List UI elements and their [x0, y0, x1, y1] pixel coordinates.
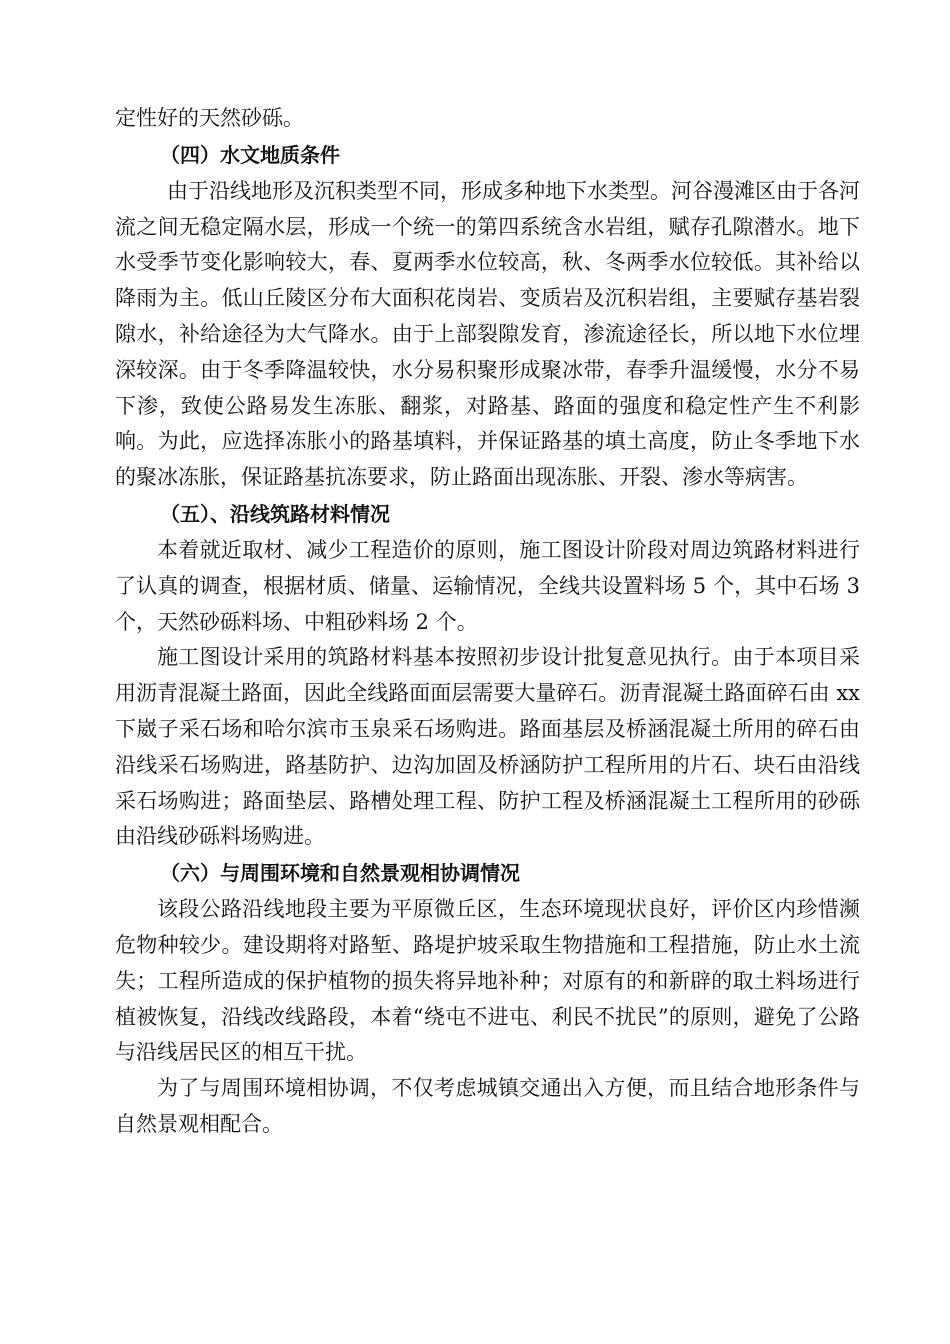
section-heading-5: （五）、沿线筑路材料情况 — [160, 501, 390, 526]
section-heading-6: （六）与周围环境和自然景观相协调情况 — [160, 861, 520, 886]
paragraph-hydrogeology: 由于沿线地形及沉积类型不同，形成多种地下水类型。河谷漫滩区由于各河流之间无稳定隔水层，形成一个统一的第四系统含水岩组，赋存孔隙潜水。地下水受季节变化影响较大，春、夏两季水位较高，秋、冬两季水位较低。其补给以降雨为主。低山丘陵区分布大面积花岗岩、变质岩及沉积岩组，主要赋存基岩裂隙水，补给途径为大气降水。由于上部裂隙发育，渗流途径长，所以地下水位埋深较深。由于冬季降温较快，水分易积聚形成聚冰带，春季升温缓慢，水分不易下渗，致使公路易发生冻胀、翻浆，对路基、路面的强度和稳定性产生不利影响。为此，应选择冻胀小的路基填料，并保证路基的填土高度，防止冬季地下水的聚冰冻胀，保证路基抗冻要求，防止路面出现冻胀、开裂、渗水等病害。 — [115, 178, 860, 490]
document-body — [115, 101, 860, 1143]
paragraph-materials-sourcing: 施工图设计采用的筑路材料基本按照初步设计批复意见执行。由于本项目采用沥青混凝土路面，因此全线路面面层需要大量碎石。沥青混凝土路面碎石由 xx 下崴子采石场和哈尔滨市玉泉采石场购进。路面基层及桥涵混凝土所用的碎石由沿线采石场购进，路基防护、边沟加固及桥涵防护工程所用的片石、块石由沿线采石场购进；路面垫层、路槽处理工程、防护工程及桥涵混凝土工程所用的砂砾由沿线砂砾料场购进。 — [115, 645, 860, 849]
paragraph-environment: 该段公路沿线地段主要为平原微丘区，生态环境现状良好，评价区内珍惜濒危物种较少。建设期将对路堑、路堤护坡采取生物措施和工程措施，防止水土流失；工程所造成的保护植物的损失将异地补种；对原有的和新辟的取土料场进行植被恢复，沿线改线路段，本着“绕屯不进屯、利民不扰民”的原则，避免了公路与沿线居民区的相互干扰。 — [115, 897, 860, 1065]
section-heading-4: （四）水文地质条件 — [160, 142, 340, 167]
paragraph-materials-survey: 本着就近取材、减少工程造价的原则，施工图设计阶段对周边筑路材料进行了认真的调查，根据材质、储量、运输情况，全线共设置料场 5 个，其中石场 3 个，天然砂砾料场、中粗砂料场 2 个。 — [115, 537, 860, 634]
paragraph-landscape: 为了与周围环境相协调，不仅考虑城镇交通出入方便，而且结合地形条件与自然景观相配合。 — [115, 1076, 860, 1136]
paragraph-continuation: 定性好的天然砂砾。 — [115, 106, 304, 130]
